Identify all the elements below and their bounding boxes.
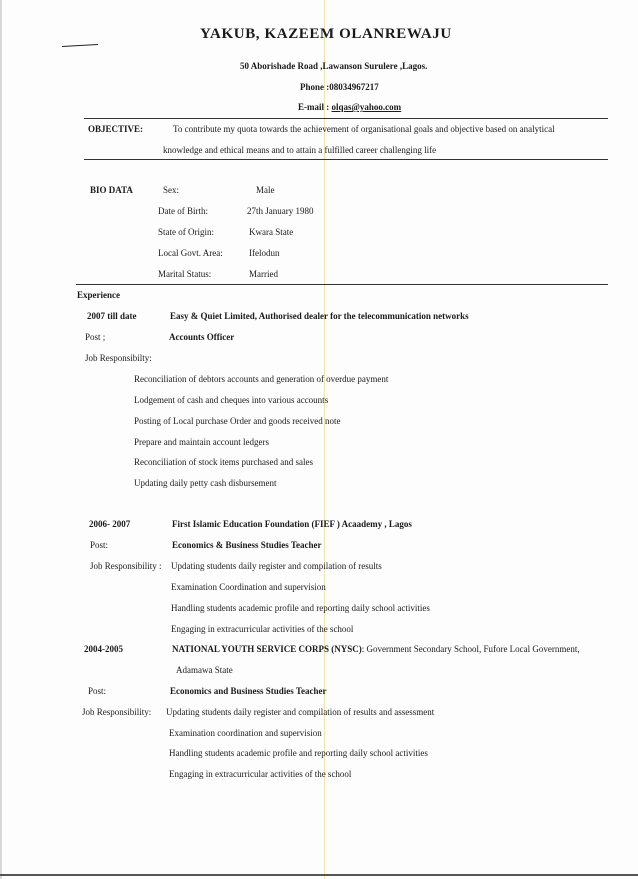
job-period: 2007 till date: [87, 311, 137, 321]
job-post: Economics & Business Studies Teacher: [172, 540, 322, 550]
duty-item: Updating daily petty cash disbursement: [134, 478, 277, 488]
bio-value-lga: Ifelodun: [249, 248, 280, 258]
responsibility-label: Job Responsibilty:: [85, 353, 152, 363]
divider: [84, 159, 608, 160]
address: 50 Aborishade Road ,Lawanson Surulere ,Lagos.: [240, 61, 428, 71]
duty-item: Examination Coordination and supervision: [171, 582, 326, 592]
bio-key-sex: Sex:: [163, 185, 180, 195]
duty-item: Lodgement of cash and cheques into various accounts: [134, 395, 329, 405]
job-period: 2004-2005: [84, 644, 123, 654]
bio-value-sex: Male: [256, 185, 275, 195]
post-label: Post:: [88, 686, 107, 696]
candidate-name: YAKUB, KAZEEM OLANREWAJU: [200, 26, 452, 42]
divider: [76, 284, 608, 285]
responsibility-label: Job Responsibility :: [90, 561, 162, 571]
duty-item: Updating students daily register and compilation of results: [171, 561, 382, 571]
duty-item: Engaging in extracurricular activities of the school: [169, 769, 352, 779]
job-post: Economics and Business Studies Teacher: [170, 686, 327, 696]
bio-value-marital: Married: [249, 269, 278, 279]
job-period: 2006- 2007: [89, 519, 131, 529]
bio-key-dob: Date of Birth:: [158, 206, 208, 216]
bio-value-state: Kwara State: [249, 227, 294, 237]
page-bottom-edge: [0, 874, 638, 876]
objective-text-2: knowledge and ethical means and to attain a fulfilled career challenging life: [163, 145, 437, 155]
job-employer: First Islamic Education Foundation (FIEF ) Acaademy , Lagos: [172, 519, 412, 529]
duty-item: Reconciliation of stock items purchased and sales: [134, 457, 313, 467]
duty-item: Reconciliation of debtors accounts and generation of overdue payment: [134, 374, 389, 384]
job-post: Accounts Officer: [169, 332, 235, 342]
email-link[interactable]: olqas@yahoo.com: [331, 102, 402, 112]
post-label: Post ;: [85, 332, 106, 342]
job-employer-line: [172, 644, 580, 655]
pen-mark: [62, 44, 98, 47]
job-employer-detail: : Government Secondary School, Fufore Local Government,: [361, 644, 580, 654]
job-employer: Easy & Quiet Limited, Authorised dealer for the telecommunication networks: [170, 311, 469, 321]
experience-heading: Experience: [77, 290, 120, 300]
duty-item: Posting of Local purchase Order and goods received note: [134, 416, 341, 426]
objective-label: OBJECTIVE:: [88, 124, 144, 134]
bio-key-state: State of Origin:: [158, 227, 214, 237]
email-line: [298, 102, 401, 113]
duty-item: Handling students academic profile and reporting daily school activities: [171, 603, 430, 613]
bio-key-lga: Local Govt. Area:: [158, 248, 223, 258]
job-employer: NATIONAL YOUTH SERVICE CORPS (NYSC): [172, 644, 362, 654]
duty-item: Prepare and maintain account ledgers: [134, 437, 269, 447]
email-label: E-mail :: [298, 102, 332, 112]
scan-edge: [0, 0, 2, 879]
bio-key-marital: Marital Status:: [158, 269, 212, 279]
responsibility-label: Job Responsibility:: [82, 707, 152, 717]
phone: Phone :08034967217: [300, 82, 379, 92]
job-employer-line-2: Adamawa State: [176, 665, 233, 675]
duty-item: Engaging in extracurricular activities of the school: [171, 624, 354, 634]
objective-text-1: To contribute my quota towards the achievement of organisational goals and objective based on analytical: [173, 124, 555, 134]
divider: [84, 118, 608, 119]
duty-item: Updating students daily register and compilation of results and assessment: [166, 707, 435, 717]
duty-item: Examination coordination and supervision: [169, 728, 322, 738]
bio-data-label: BIO DATA: [90, 185, 133, 195]
post-label: Post:: [90, 540, 109, 550]
duty-item: Handling students academic profile and reporting daily school activities: [169, 748, 428, 758]
bio-value-dob: 27th January 1980: [247, 206, 314, 216]
